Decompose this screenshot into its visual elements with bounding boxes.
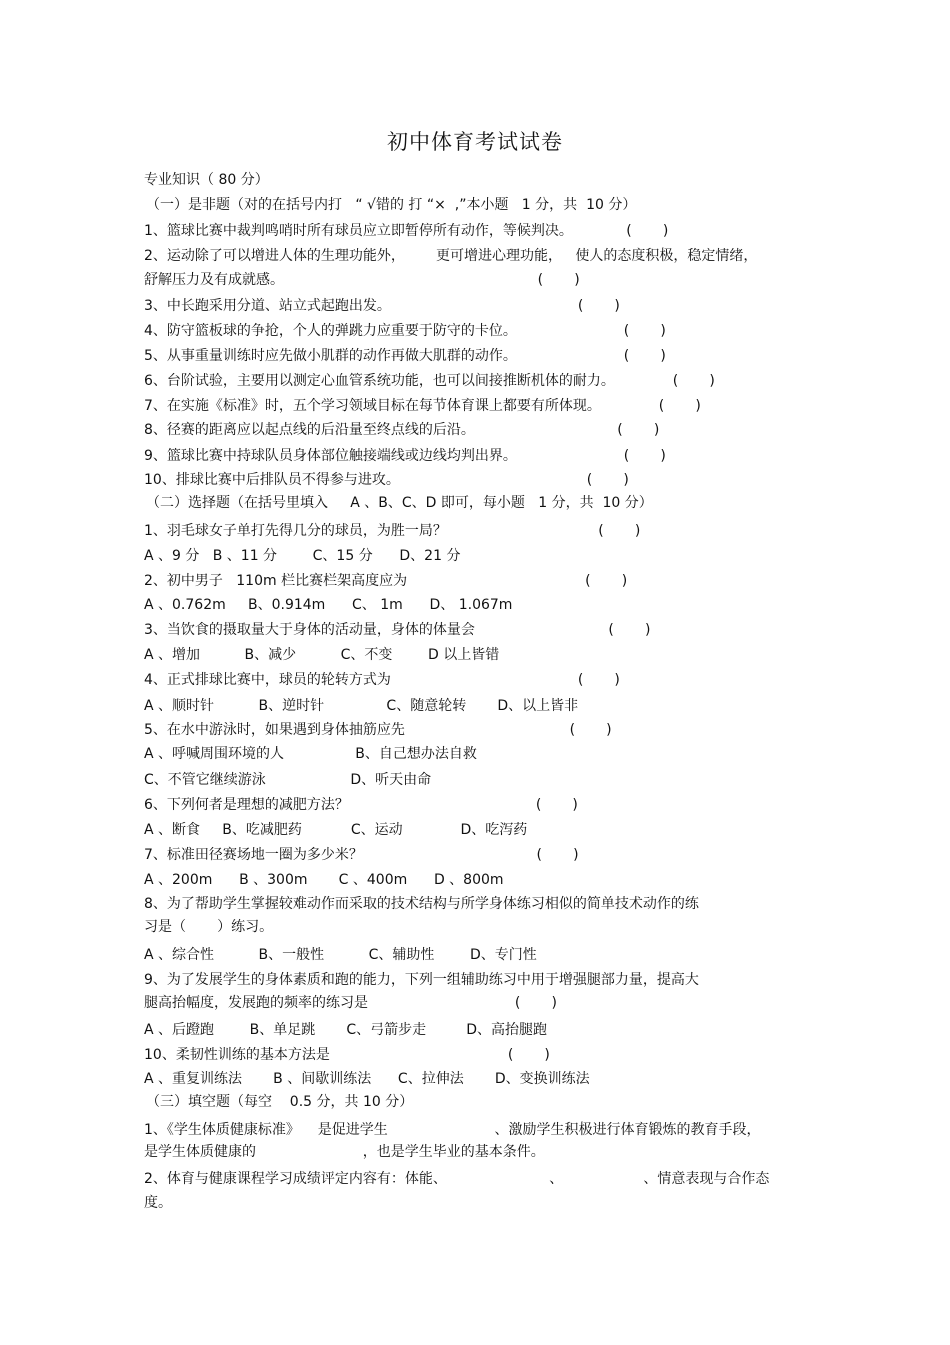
section-header-fill-blank: （三）填空题（每空 0.5 分，共 10 分） bbox=[146, 1094, 414, 1110]
section-header-knowledge: 专业知识（ 80 分） bbox=[144, 172, 269, 188]
question-line: 10、柔韧性训练的基本方法是 ( ) bbox=[144, 1047, 550, 1063]
question-line: 2、运动除了可以增进人体的生理功能外， 更可增进心理功能， 使人的态度积极，稳定情绪， bbox=[144, 248, 758, 264]
question-line: 8、径赛的距离应以起点线的后沿量至终点线的后沿。 ( ) bbox=[144, 422, 660, 438]
question-line: 腿高抬幅度，发展跑的频率的练习是 ( ) bbox=[144, 995, 557, 1011]
options-line: A 、重复训练法 B 、间歇训练法 C、拉伸法 D、变换训练法 bbox=[144, 1071, 590, 1087]
exam-title: 初中体育考试试卷 bbox=[387, 130, 563, 154]
question-line: 3、中长跑采用分道、站立式起跑出发。 ( ) bbox=[144, 298, 620, 314]
question-line: 4、正式排球比赛中，球员的轮转方式为 ( ) bbox=[144, 672, 620, 688]
question-line: 5、从事重量训练时应先做小肌群的动作再做大肌群的动作。 ( ) bbox=[144, 348, 666, 364]
options-line: A 、增加 B、减少 C、不变 D 以上皆错 bbox=[144, 647, 500, 663]
options-line: A 、呼喊周围环境的人 B、自己想办法自救 bbox=[144, 746, 477, 762]
options-line: A 、9 分 B 、11 分 C、15 分 D、21 分 bbox=[144, 548, 461, 564]
question-line: 1、《学生体质健康标准》 是促进学生 、激励学生积极进行体育锻炼的教育手段， bbox=[144, 1122, 761, 1138]
question-line: 8、为了帮助学生掌握较难动作而采取的技术结构与所学身体练习相似的简单技术动作的练 bbox=[144, 896, 699, 912]
question-line: 1、羽毛球女子单打先得几分的球员，为胜一局？ ( ) bbox=[144, 523, 641, 539]
question-line: 度。 bbox=[144, 1195, 172, 1211]
options-line: A 、0.762m B、0.914m C、 1m D、 1.067m bbox=[144, 597, 513, 613]
question-line: 习是（ ）练习。 bbox=[144, 919, 274, 935]
question-line: 7、标准田径赛场地一圈为多少米？ ( ) bbox=[144, 847, 579, 863]
question-line: 6、下列何者是理想的减肥方法？ ( ) bbox=[144, 797, 578, 813]
question-line: 舒解压力及有成就感。 ( ) bbox=[144, 272, 580, 288]
options-line: C、不管它继续游泳 D、听天由命 bbox=[144, 772, 432, 788]
question-line: 9、为了发展学生的身体素质和跑的能力，下列一组辅助练习中用于增强腿部力量，提高大 bbox=[144, 972, 699, 988]
question-line: 5、在水中游泳时，如果遇到身体抽筋应先 ( ) bbox=[144, 722, 612, 738]
question-line: 6、台阶试验，主要用以测定心血管系统功能，也可以间接推断机体的耐力。 ( ) bbox=[144, 373, 715, 389]
options-line: A 、后蹬跑 B、单足跳 C、弓箭步走 D、高抬腿跑 bbox=[144, 1022, 547, 1038]
question-line: 7、在实施《标准》时，五个学习领域目标在每节体育课上都要有所体现。 ( ) bbox=[144, 398, 701, 414]
options-line: A 、综合性 B、一般性 C、辅助性 D、专门性 bbox=[144, 947, 537, 963]
question-line: 9、篮球比赛中持球队员身体部位触接端线或边线均判出界。 ( ) bbox=[144, 448, 666, 464]
section-header-choice: （二）选择题（在括号里填入 A 、B、C、D 即可，每小题 1 分，共 10 分） bbox=[146, 495, 653, 511]
options-line: A 、顺时针 B、逆时针 C、随意轮转 D、以上皆非 bbox=[144, 698, 579, 714]
question-line: 是学生体质健康的 ，也是学生毕业的基本条件。 bbox=[144, 1144, 545, 1160]
question-line: 1、篮球比赛中裁判鸣哨时所有球员应立即暂停所有动作，等候判决。 ( ) bbox=[144, 223, 669, 239]
section-header-true-false: （一）是非题（对的在括号内打 “ √错的 打 “× ,”本小题 1 分，共 10 分） bbox=[146, 197, 637, 213]
options-line: A 、200m B 、300m C 、400m D 、800m bbox=[144, 872, 504, 888]
question-line: 2、初中男子 110m 栏比赛栏架高度应为 ( ) bbox=[144, 573, 628, 589]
options-line: A 、断食 B、吃减肥药 C、运动 D、吃泻药 bbox=[144, 822, 528, 838]
question-line: 2、体育与健康课程学习成绩评定内容有：体能、 、 、情意表现与合作态 bbox=[144, 1171, 770, 1187]
question-line: 3、当饮食的摄取量大于身体的活动量，身体的体量会 ( ) bbox=[144, 622, 651, 638]
question-line: 10、排球比赛中后排队员不得参与进攻。 ( ) bbox=[144, 472, 629, 488]
question-line: 4、防守篮板球的争抢，个人的弹跳力应重要于防守的卡位。 ( ) bbox=[144, 323, 666, 339]
